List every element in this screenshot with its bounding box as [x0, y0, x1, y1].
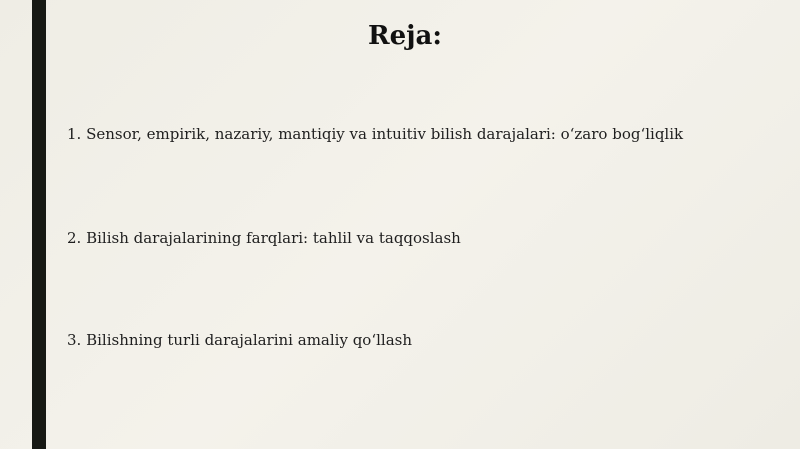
plan-item-1: 1. Sensor, empirik, nazariy, mantiqiy va intuitiv bilish darajalari: o‘zaro bog‘liqlik: [67, 125, 684, 143]
left-accent-bar: [32, 0, 46, 449]
plan-item-3: 3. Bilishning turli darajalarini amaliy qo‘llash: [67, 331, 412, 349]
slide-title: Reja:: [367, 21, 442, 51]
plan-item-2: 2. Bilish darajalarining farqlari: tahlil va taqqoslash: [67, 229, 461, 247]
